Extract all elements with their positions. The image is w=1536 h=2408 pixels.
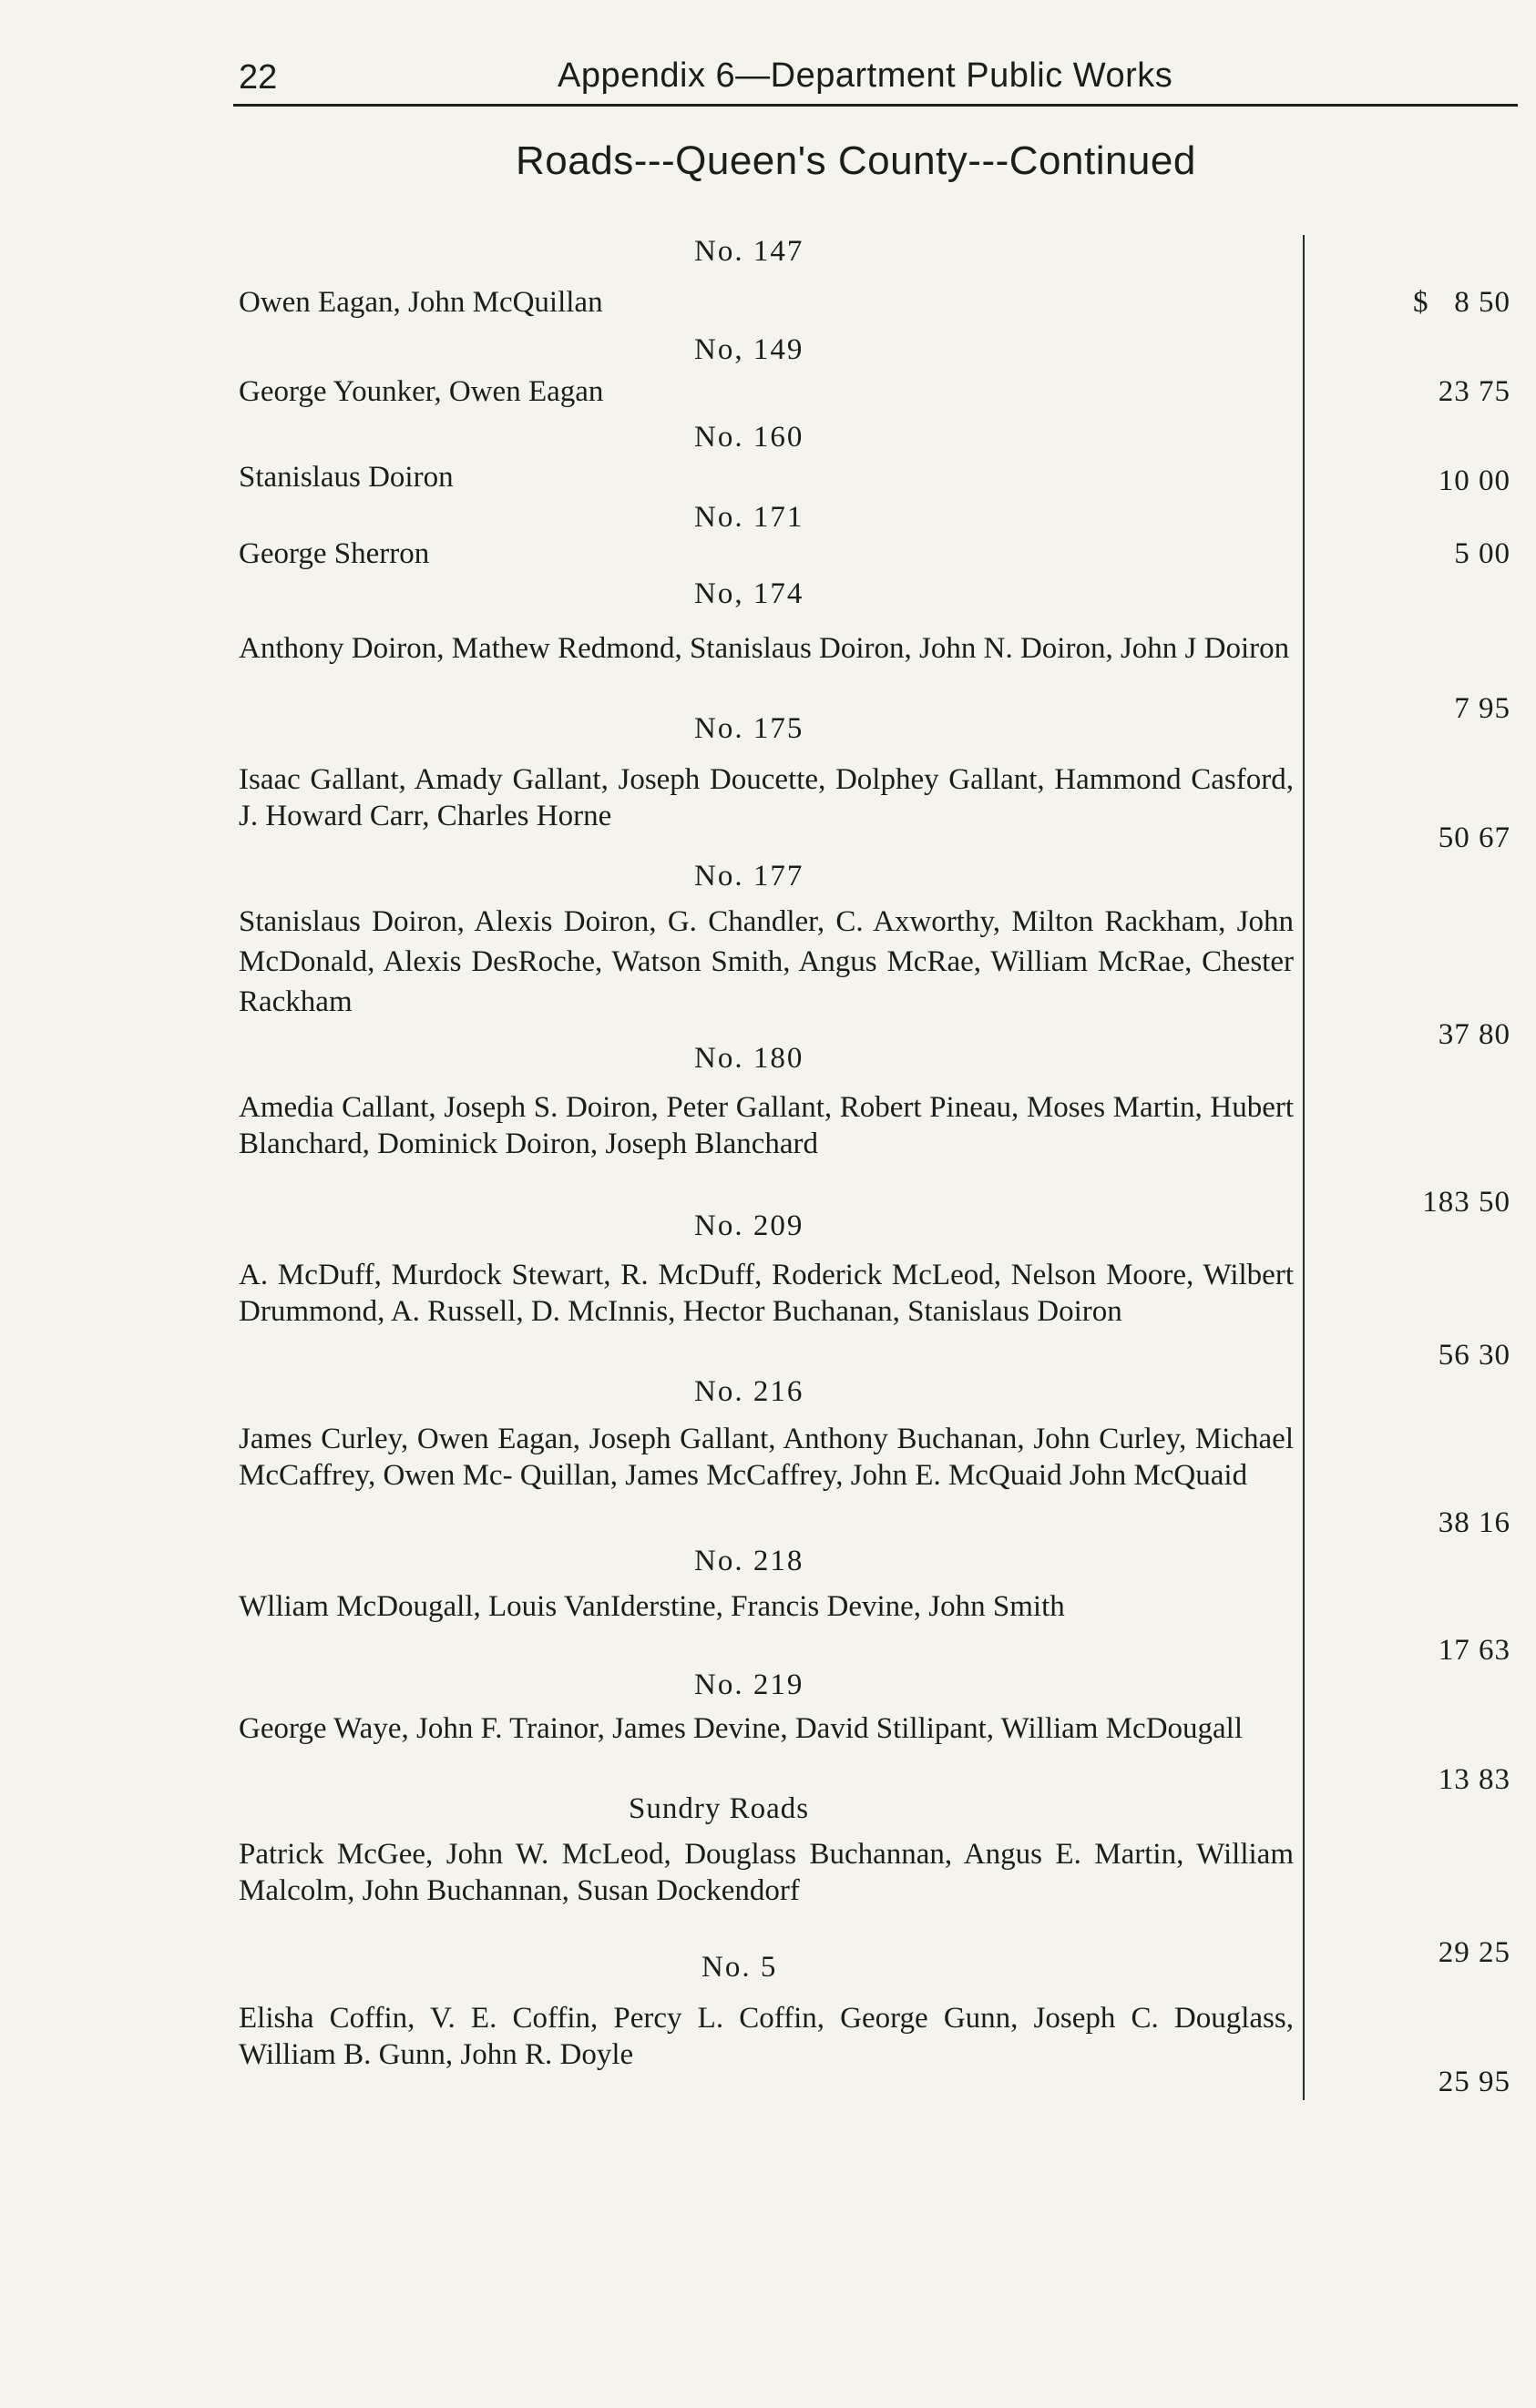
road-number: No. 177: [694, 860, 804, 893]
road-amount: 7 95: [1454, 692, 1510, 725]
road-amount: 38 16: [1438, 1506, 1510, 1539]
road-number: No. 171: [694, 501, 804, 534]
page-title: Roads---Queen's County---Continued: [516, 138, 1196, 183]
road-names: George Sherron: [239, 537, 430, 570]
road-number: No. 147: [694, 235, 804, 268]
header-rule: [233, 104, 1518, 107]
road-amount: 17 63: [1438, 1634, 1510, 1667]
road-amount: 25 95: [1438, 2066, 1510, 2098]
road-number: No. 219: [694, 1668, 804, 1701]
road-amount: 23 75: [1438, 375, 1510, 408]
road-names: George Waye, John F. Trainor, James Devine, David Stillipant, William McDougall: [239, 1712, 1244, 1745]
road-amount: 29 25: [1438, 1936, 1510, 1969]
road-names: George Younker, Owen Eagan: [239, 375, 604, 408]
road-names: Anthony Doiron, Mathew Redmond, Stanislaus Doiron, John N. Doiron, John J Doiron: [239, 632, 1290, 665]
road-names: Wlliam McDougall, Louis VanIderstine, Francis Devine, John Smith: [239, 1590, 1065, 1623]
road-number: No. 175: [694, 712, 804, 745]
column-divider: [1303, 235, 1305, 2100]
page-number: 22: [239, 58, 278, 97]
road-amount: 37 80: [1438, 1018, 1510, 1051]
road-amount: $ 8 50: [1413, 286, 1510, 319]
road-names: Owen Eagan, John McQuillan: [239, 286, 603, 319]
road-amount: 50 67: [1438, 821, 1510, 854]
road-names: Patrick McGee, John W. McLeod, Douglass Buchannan, Angus E. Martin, William Malcolm, John Buchannan, Susan Dockendorf: [239, 1838, 1294, 1907]
road-number: No. 5: [701, 1951, 778, 1984]
road-number: No, 149: [694, 333, 804, 366]
road-amount: 5 00: [1454, 537, 1510, 570]
road-amount: 56 30: [1438, 1339, 1510, 1372]
road-names: Elisha Coffin, V. E. Coffin, Percy L. Coffin, George Gunn, Joseph C. Douglass, William B. Gunn, John R. Doyle: [239, 2002, 1294, 2071]
running-head: Appendix 6—Department Public Works: [558, 56, 1173, 95]
road-names: Isaac Gallant, Amady Gallant, Joseph Doucette, Dolphey Gallant, Hammond Casford, J. Howard Carr, Charles Horne: [239, 763, 1294, 832]
road-names: Amedia Callant, Joseph S. Doiron, Peter Gallant, Robert Pineau, Moses Martin, Hubert Blanchard, Dominick Doiron, Joseph Blanchard: [239, 1091, 1294, 1160]
road-number: No. 160: [694, 421, 804, 454]
road-amount: 10 00: [1438, 464, 1510, 497]
road-number: No. 180: [694, 1042, 804, 1075]
road-names: A. McDuff, Murdock Stewart, R. McDuff, Roderick McLeod, Nelson Moore, Wilbert Drummond, A. Russell, D. McInnis, Hector Buchanan, Stanislaus Doiron: [239, 1259, 1294, 1328]
road-number: No. 216: [694, 1375, 804, 1408]
road-amount: 183 50: [1422, 1186, 1510, 1219]
road-names: James Curley, Owen Eagan, Joseph Gallant, Anthony Buchanan, John Curley, Michael McCaffrey, Owen Mc- Quillan, James McCaffrey, John E. McQuaid John McQuaid: [239, 1423, 1294, 1492]
road-amount: 13 83: [1438, 1763, 1510, 1796]
road-number: No, 174: [694, 577, 804, 610]
road-number: Sundry Roads: [629, 1792, 810, 1825]
road-names: Stanislaus Doiron, Alexis Doiron, G. Chandler, C. Axworthy, Milton Rackham, John McDonald, Alexis DesRoche, Watson Smith, Angus McRae, William McRae, Chester Rackham: [239, 905, 1294, 1018]
road-number: No. 209: [694, 1209, 804, 1242]
road-names: Stanislaus Doiron: [239, 461, 454, 494]
road-number: No. 218: [694, 1545, 804, 1577]
